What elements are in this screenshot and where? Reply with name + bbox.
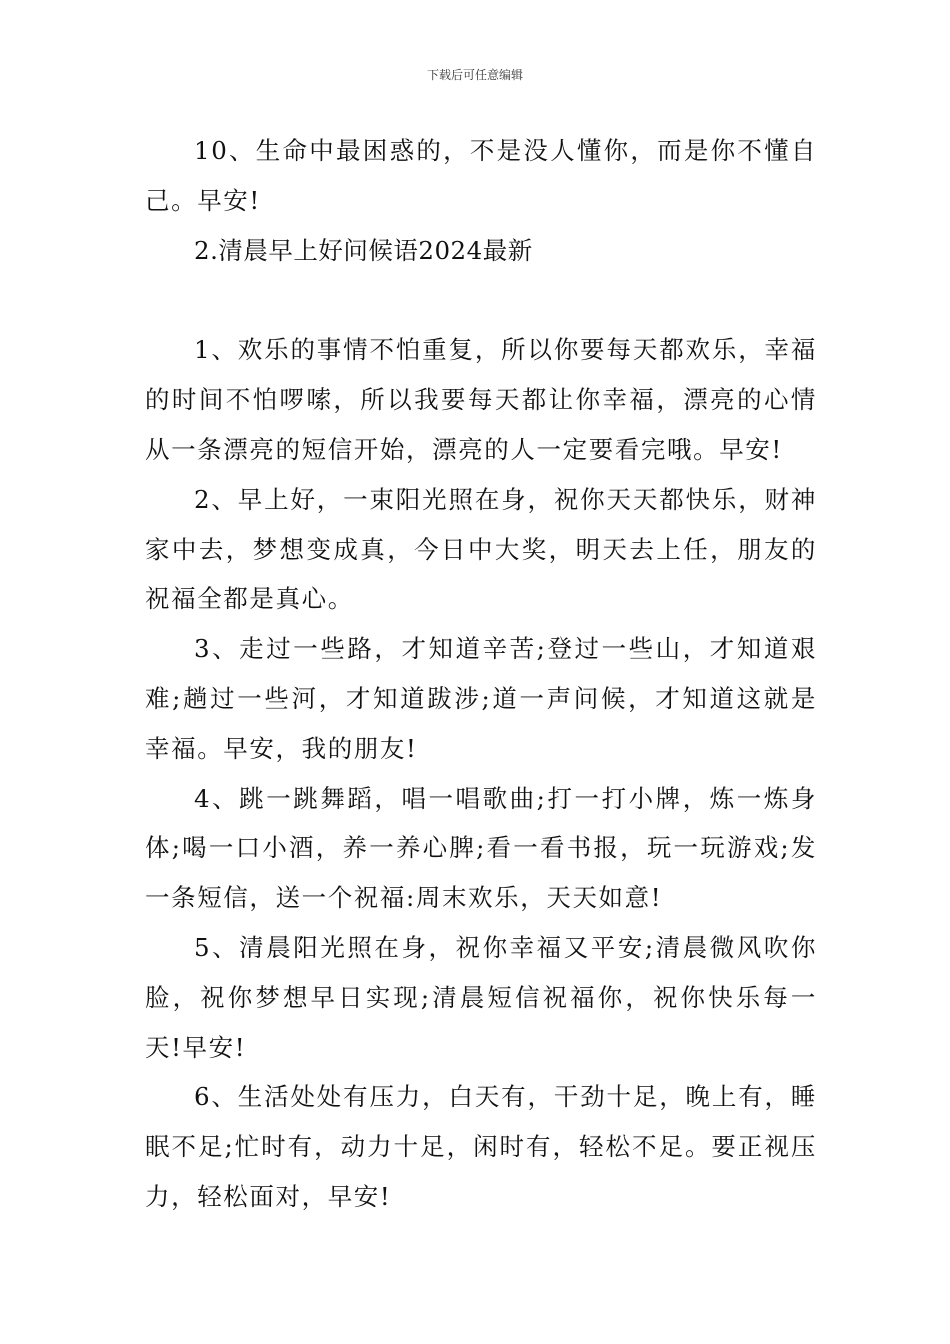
document-body	[145, 126, 817, 1222]
section-heading: 2.清晨早上好问候语2024最新	[194, 235, 533, 265]
section-spacer	[145, 275, 817, 325]
list-item-2: 2、早上好，一束阳光照在身，祝你天天都快乐，财神家中去，梦想变成真，今日中大奖，明天去上任，朋友的祝福全都是真心。	[145, 484, 817, 614]
list-item-3: 3、走过一些路，才知道辛苦;登过一些山，才知道艰难;趟过一些河，才知道跋涉;道一声问候，才知道这就是幸福。早安，我的朋友!	[145, 634, 817, 763]
list-item-6: 6、生活处处有压力，白天有，干劲十足，晚上有，睡眠不足;忙时有，动力十足，闲时有，轻松不足。要正视压力，轻松面对，早安!	[145, 1082, 817, 1211]
page-header-note: 下载后可任意编辑	[426, 68, 523, 82]
list-item-4: 4、跳一跳舞蹈，唱一唱歌曲;打一打小牌，炼一炼身体;喝一口小酒，养一养心脾;看一看书报，玩一玩游戏;发一条短信，送一个祝福:周末欢乐，天天如意!	[145, 783, 817, 913]
intro-paragraph: 10、生命中最困惑的，不是没人懂你，而是你不懂自己。早安!	[145, 136, 817, 215]
list-item-1: 1、欢乐的事情不怕重复，所以你要每天都欢乐，幸福的时间不怕啰嗦，所以我要每天都让你幸福，漂亮的心情从一条漂亮的短信开始，漂亮的人一定要看完哦。早安!	[145, 335, 817, 464]
list-item-5: 5、清晨阳光照在身，祝你幸福又平安;清晨微风吹你脸，祝你梦想早日实现;清晨短信祝福你，祝你快乐每一天!早安!	[145, 932, 817, 1062]
